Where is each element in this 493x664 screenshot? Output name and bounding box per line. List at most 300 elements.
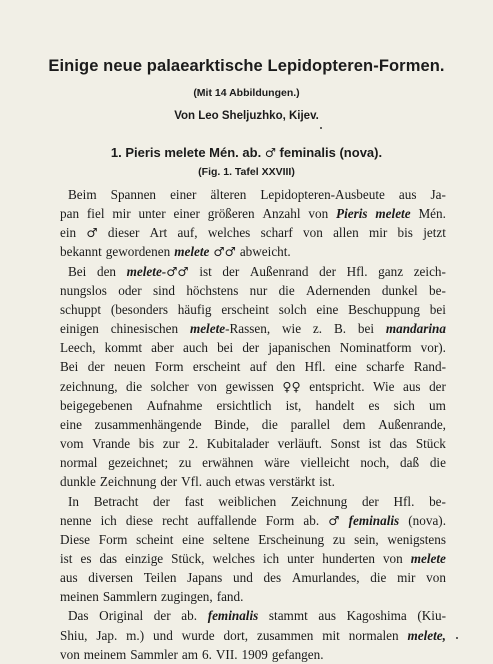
word-part: der [361, 493, 379, 509]
word [278, 434, 322, 453]
word-part: parallel [290, 416, 331, 432]
word [99, 549, 117, 568]
word [217, 587, 244, 606]
text-line [60, 606, 446, 625]
word-part: auf, [177, 225, 198, 241]
word [182, 530, 204, 549]
word [318, 606, 336, 625]
word [60, 357, 78, 376]
word-part: der [429, 378, 446, 394]
taxon-name: feminalis [207, 608, 259, 624]
text-line [60, 472, 446, 491]
text-line [60, 223, 446, 242]
word [348, 300, 420, 319]
word [370, 568, 386, 587]
text-line [60, 568, 446, 587]
word [354, 530, 379, 549]
word [147, 396, 203, 415]
word [375, 204, 410, 223]
word-part: zeich- [413, 263, 446, 279]
word-part: Teilen [143, 570, 177, 586]
word [111, 300, 168, 319]
word [60, 319, 99, 338]
word [150, 223, 168, 242]
word [86, 223, 97, 242]
word-part: auch [206, 474, 231, 490]
word [60, 472, 96, 491]
word [60, 645, 80, 664]
word-part: von [382, 550, 403, 566]
word [181, 472, 202, 491]
word-part: Shiu, [60, 627, 88, 643]
word-part: Form [98, 531, 128, 547]
word [218, 492, 276, 511]
word [154, 606, 171, 625]
word-part: In [68, 493, 79, 509]
word-part: dunkle [60, 474, 96, 490]
word-part: (besonders [110, 301, 168, 317]
word-part: 1909 [241, 646, 268, 662]
word-part: jetzt [423, 225, 446, 241]
word-part: zugingen, [161, 589, 213, 605]
word-part: Japans [187, 570, 223, 586]
word [387, 530, 446, 549]
word-part: von [303, 225, 323, 241]
word-part: Amurlandes, [291, 570, 360, 586]
word-part: von [426, 570, 446, 586]
word-part: und [153, 627, 173, 643]
word [88, 357, 105, 376]
word-part: Vrande [92, 436, 131, 452]
word [373, 377, 394, 396]
word-part: von [60, 646, 80, 662]
word [235, 472, 265, 491]
word [60, 549, 72, 568]
word [403, 377, 421, 396]
text-line [60, 300, 446, 319]
word-part: scharf [260, 225, 293, 241]
word [291, 415, 331, 434]
word [279, 281, 295, 300]
word [160, 472, 177, 491]
body-text [60, 185, 446, 664]
word [99, 530, 128, 549]
word-part: Außenrand [249, 263, 309, 279]
word-part: zu [178, 455, 192, 471]
word-part: Bei [60, 359, 79, 375]
word-part: es [80, 550, 92, 566]
word-part: scheint [136, 531, 174, 547]
word-part: schuppt [60, 301, 102, 317]
word-part: häufig [177, 301, 212, 317]
word-part: B. [333, 321, 347, 337]
word-part: die [261, 416, 278, 432]
word-part: ein [60, 225, 77, 241]
word [208, 204, 255, 223]
word [210, 185, 246, 204]
word-part: zeichnung, [60, 378, 118, 394]
word-part: dieser [107, 225, 140, 241]
word [382, 281, 418, 300]
word-part: auch [183, 340, 208, 356]
taxon-name: melete [410, 550, 446, 566]
word-part: mir [112, 206, 131, 222]
word [423, 223, 446, 242]
word [335, 357, 357, 376]
word-part: diversen [88, 570, 133, 586]
word [60, 377, 118, 396]
word-part: verläuft. [277, 436, 322, 452]
word-part: oder [118, 282, 142, 298]
word-part: Anzahl [262, 206, 301, 222]
word [114, 357, 146, 376]
word [130, 645, 178, 664]
text-line [60, 242, 446, 261]
word [216, 645, 238, 664]
word-part: ich [262, 550, 280, 566]
word-part: be- [429, 282, 446, 298]
word-part: sich [393, 397, 415, 413]
word-part: dunkel [381, 282, 418, 298]
word-part: Zeichnung [99, 474, 157, 490]
word-part: fand. [216, 589, 244, 605]
word [197, 377, 217, 396]
word [60, 223, 76, 242]
word-part: bei [429, 301, 446, 317]
word [183, 338, 208, 357]
text-line [60, 338, 446, 357]
word [125, 549, 163, 568]
word-part: Ja- [430, 187, 446, 202]
word [416, 434, 446, 453]
print-speck [320, 127, 322, 129]
word-part: Kubitalader [206, 436, 269, 452]
taxon-name: melete [189, 321, 226, 337]
word-part: den [276, 359, 296, 375]
word-part: Nominatform [339, 340, 412, 356]
word-part: einer [170, 187, 197, 202]
word-part: Vfl. [181, 474, 203, 490]
word [429, 377, 446, 396]
word-part: bis [397, 225, 413, 241]
word [366, 357, 404, 376]
word-part: weiblichen [218, 493, 277, 509]
word-part: der [160, 474, 178, 490]
word-part: es [368, 397, 380, 413]
word-part: be- [429, 493, 446, 509]
word [301, 453, 350, 472]
word [266, 511, 295, 530]
word [136, 530, 173, 549]
word-part: Rand- [413, 359, 446, 375]
word-part: meinen [60, 589, 99, 605]
word [258, 530, 324, 549]
word-part: (Kiu- [417, 608, 446, 624]
word-part: Spannen [110, 187, 157, 202]
word-part: aus [402, 378, 421, 394]
word-part: beigegebenen [60, 397, 133, 413]
word-part: der [319, 263, 336, 279]
word-part: nur [249, 282, 268, 298]
word-part: das [389, 436, 408, 452]
word [60, 587, 99, 606]
word [328, 511, 339, 530]
illustration-note: (Mit 14 Abbildungen.) [193, 87, 300, 99]
word-part: aus [398, 187, 417, 202]
word-part: vielleicht [300, 455, 350, 471]
word-part: Beschuppung [348, 301, 420, 317]
paragraph [60, 492, 446, 607]
word-part: wäre [264, 455, 290, 471]
word-part: bis [138, 436, 155, 452]
word [226, 377, 274, 396]
word [144, 568, 177, 587]
gender-symbol: ♂ [328, 512, 340, 528]
word-part: am [181, 646, 199, 662]
word-part: Stück, [171, 550, 205, 566]
word-part: mit [322, 627, 340, 643]
word [368, 396, 379, 415]
word-part: der [87, 359, 105, 375]
word-part: die [278, 282, 295, 298]
word [430, 300, 446, 319]
word-part: ist [60, 550, 73, 566]
word-part: -Rassen, [225, 321, 271, 337]
word-part: meinem [83, 646, 127, 662]
word-part: ist [368, 436, 381, 452]
word [242, 645, 268, 664]
word [60, 434, 83, 453]
text-line [60, 357, 446, 376]
word [282, 377, 300, 396]
gender-symbol: ♂ [86, 225, 98, 241]
word-part: eine [316, 301, 339, 317]
word-part: wie [282, 321, 302, 337]
word [60, 415, 82, 434]
word [153, 281, 175, 300]
word [316, 396, 355, 415]
word [60, 338, 96, 357]
word-part: 2. [188, 436, 199, 452]
word [262, 415, 278, 434]
word-part: bekannt [60, 244, 102, 260]
word-part: das [99, 550, 118, 566]
word-part: VII. [215, 646, 238, 662]
word [264, 453, 290, 472]
word-part: wenigstens [387, 531, 446, 547]
word-part: daß [400, 455, 420, 471]
word-part: zur [162, 436, 180, 452]
word [213, 242, 235, 261]
word [127, 262, 189, 281]
word [269, 472, 315, 491]
word [418, 204, 445, 223]
word [207, 434, 269, 453]
word-part: ganz [378, 263, 404, 279]
word [306, 281, 370, 300]
word-part: bei [217, 340, 234, 356]
word-part: zu [332, 531, 346, 547]
word [358, 319, 374, 338]
word-part: Sammlern [102, 589, 158, 605]
word [60, 626, 87, 645]
word [250, 262, 309, 281]
word-part: normalen [348, 627, 399, 643]
word-part: neuen [113, 359, 146, 375]
word [291, 492, 347, 511]
word-part: Wie [373, 378, 395, 394]
word [188, 434, 198, 453]
word-part: kommt [104, 340, 143, 356]
word [198, 511, 257, 530]
word-part: Erscheinung [258, 531, 325, 547]
word-part: diese [125, 512, 153, 528]
word-part: recht [162, 512, 189, 528]
taxon-name: melete, [407, 627, 446, 643]
word-part: verstärkt [268, 474, 316, 490]
word-part: entspricht. [309, 378, 365, 394]
article-title: Einige neue palaearktische Lepidopteren-Formen. [48, 57, 445, 75]
word [60, 530, 90, 549]
word-part: z. [312, 321, 323, 337]
word [408, 511, 446, 530]
word-part: fiel [86, 206, 105, 222]
word [319, 472, 335, 491]
word [322, 626, 340, 645]
word [224, 626, 249, 645]
word-part: einigen [60, 321, 99, 337]
word [96, 626, 117, 645]
word-part: ab. [181, 608, 198, 624]
word-part: der [153, 608, 171, 624]
word [279, 300, 307, 319]
word [369, 434, 381, 453]
word [349, 511, 400, 530]
text-line [60, 204, 446, 223]
text-line [60, 281, 446, 300]
word [108, 223, 140, 242]
section-heading-prefix: 1. Pieris melete Mén. ab. [110, 145, 262, 160]
word-part: Aufnahme [146, 397, 203, 413]
word-part: Lepidopteren-Ausbeute [260, 187, 385, 202]
word [190, 319, 270, 338]
word-part: Sammler [130, 646, 178, 662]
taxon-name: melete [174, 244, 210, 260]
word-part: Mén. [418, 206, 446, 222]
word [263, 549, 279, 568]
word-part: ist [199, 263, 212, 279]
text-line [60, 492, 446, 511]
word [260, 185, 385, 204]
word [126, 626, 144, 645]
word [303, 223, 323, 242]
gender-symbol: ♂♂ [166, 263, 189, 279]
word [60, 568, 78, 587]
text-line [60, 530, 446, 549]
word [233, 568, 253, 587]
gender-symbol: ♂♂ [213, 244, 236, 260]
word [398, 223, 413, 242]
word [319, 262, 336, 281]
word-part: um [429, 397, 446, 413]
word-part: Sonst [330, 436, 360, 452]
word [60, 204, 79, 223]
word-part: die [126, 378, 143, 394]
word [333, 530, 345, 549]
word [360, 453, 389, 472]
word-part: erscheint [192, 359, 241, 375]
word-part: gezeichnet; [108, 455, 169, 471]
word [347, 262, 368, 281]
word [421, 338, 446, 357]
taxon-name: melete- [126, 263, 167, 279]
word-part: mir [397, 570, 416, 586]
word-part: Zeichnung [290, 493, 348, 509]
word-part: Form [265, 512, 295, 528]
word-part: auf [249, 359, 267, 375]
taxon-name: melete [375, 206, 411, 222]
word [163, 434, 180, 453]
word-part: Diese [60, 531, 91, 547]
text-line [60, 453, 446, 472]
word-part: nungslos [60, 282, 107, 298]
word [257, 626, 313, 645]
word [222, 262, 239, 281]
word-part: normal [60, 455, 98, 471]
word-part: stammt [268, 608, 308, 624]
word [202, 453, 253, 472]
word-part: Form [154, 359, 184, 375]
word [216, 396, 271, 415]
word [333, 223, 359, 242]
text-line [60, 587, 446, 606]
word [417, 606, 446, 625]
word-part: 6. [202, 646, 212, 662]
word [68, 262, 86, 281]
word-part: größeren [207, 206, 255, 222]
word [193, 357, 241, 376]
word [334, 319, 346, 338]
word-part: eine [60, 416, 82, 432]
word [430, 453, 446, 472]
word [182, 626, 215, 645]
word-part: etwas [234, 474, 265, 490]
word [212, 549, 254, 568]
word [322, 549, 375, 568]
text-line [60, 396, 446, 415]
word-part: von [308, 206, 329, 222]
word-part: hunderten [322, 550, 375, 566]
word [170, 185, 196, 204]
word [309, 377, 364, 396]
word-part: Adernenden [306, 282, 371, 298]
word [101, 511, 117, 530]
word-part: sein, [354, 531, 379, 547]
word-part: gewissen [225, 378, 274, 394]
word-part: eine [334, 359, 357, 375]
word [185, 492, 204, 511]
word-part: aus [60, 570, 78, 586]
word-part: allen [333, 225, 359, 241]
word [88, 568, 133, 587]
word [426, 568, 446, 587]
word [292, 568, 360, 587]
word [414, 262, 446, 281]
figure-reference: (Fig. 1. Tafel XXVIII) [198, 166, 295, 178]
word-part: Bei [68, 263, 87, 279]
taxon-name: mandarina [385, 321, 446, 337]
word-part: aber [151, 340, 174, 356]
